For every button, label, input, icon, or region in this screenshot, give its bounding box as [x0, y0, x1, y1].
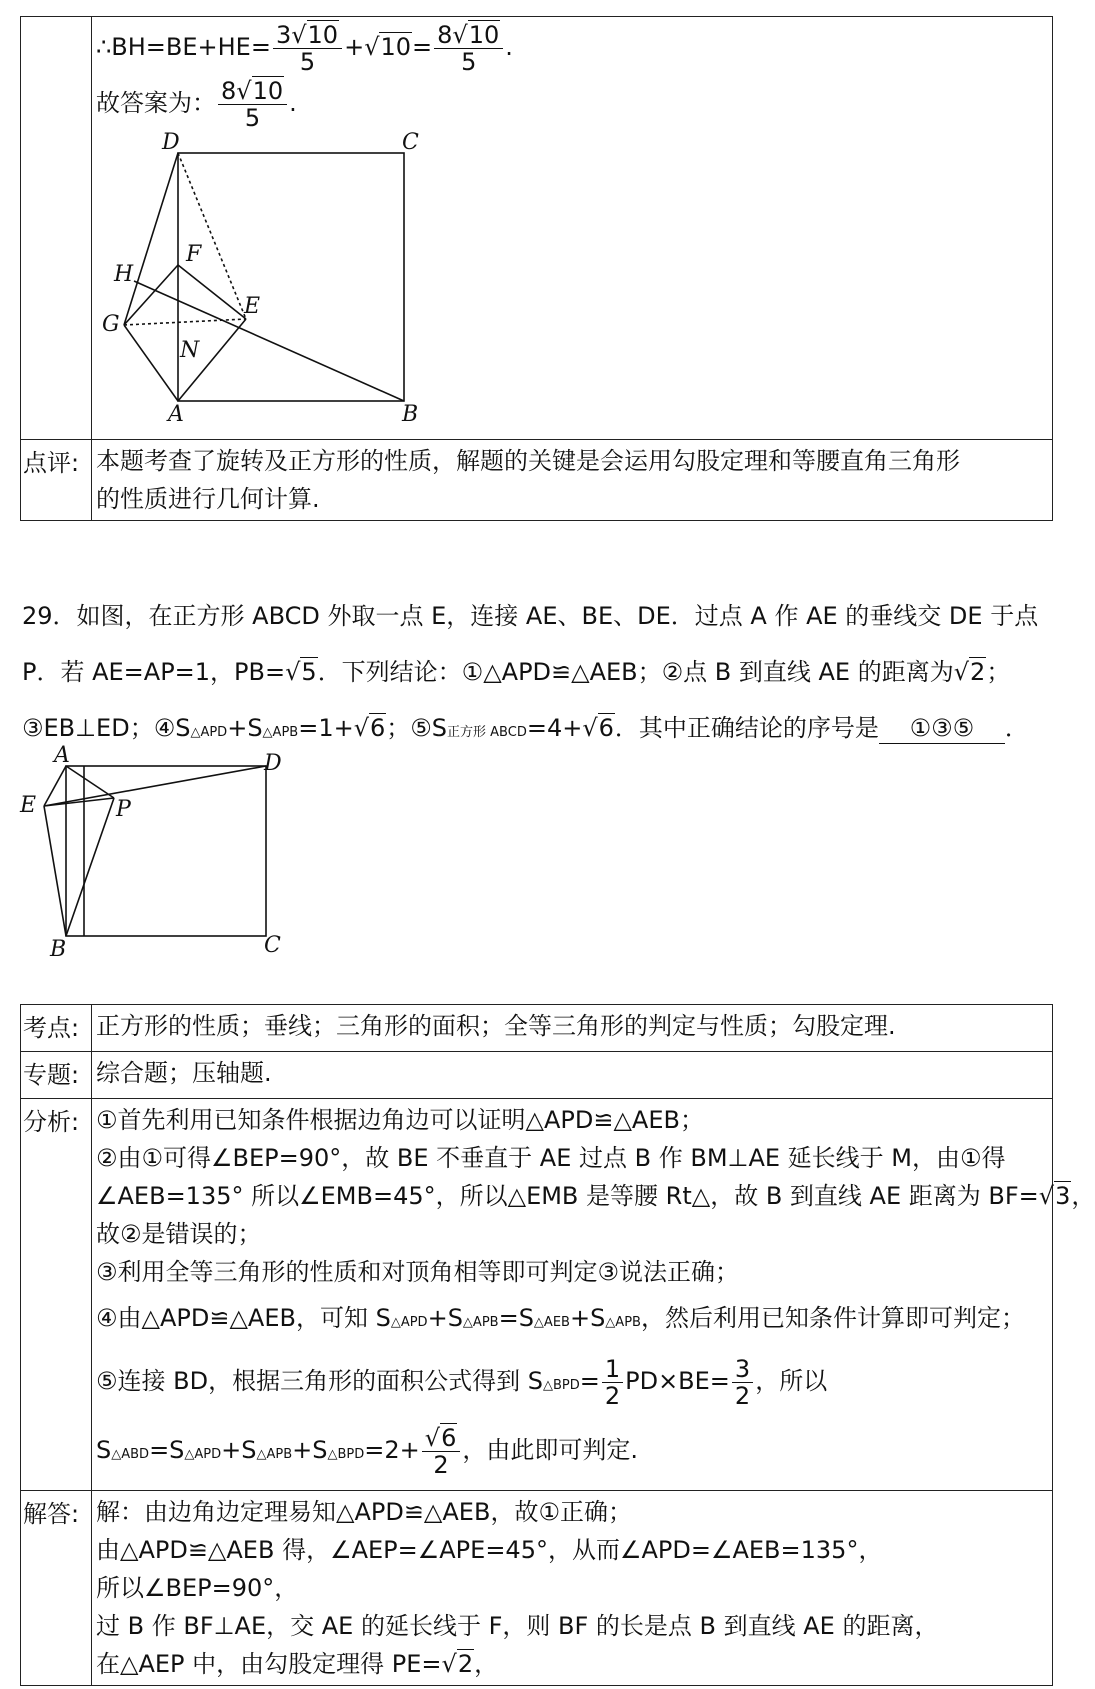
solution-label-cell — [21, 17, 92, 440]
jieda-content: 解：由边角边定理易知△APD≌△AEB，故①正确； 由△APD≌△AEB 得，∠AEP=∠APE=45°，从而∠APD=∠AEB=135°， 所以∠BEP=90°， 过 B 作 BF⊥AE，交 AE 的延长线于 F，则 BF 的长是点 B 到直线 AE 的距离， 在△AEP 中，由勾股定理得 PE=√2， — [92, 1491, 1053, 1686]
fenxi-content: ①首先利用已知条件根据边角边可以证明△APD≌△AEB； ②由①可得∠BEP=90°，故 BE 不垂直于 AE 过点 B 作 BM⊥AE 延长线于 M，由①得 ∠AEB=135° 所以∠EMB=45°，所以△EMB 是等腰 Rt△，故 B 到直线 AE 距离为 BF=√3， 故②是错误的； ③利用全等三角形的性质和对顶角相等即可判定③说法正确； ④由△APD≌△AEB，可知 S△APD+S△APB=S△AEB+S△APB，然后利用已知条件计算即可判定； ⑤连接 BD，根据三角形的面积公式得到 S△BPD= $\frac{1}{2}$ PD×BE= $\frac{3}{2}$ ，所以 S△ABD=S△APD+S△APB+S△BPD=2+ $\frac{√6}{2}$ ，由此即可判定. — [92, 1099, 1053, 1491]
fraction: $\frac{8√10}{5}$ — [218, 78, 287, 131]
answer-blank: ①③⑤ — [879, 713, 1005, 744]
geometry-figure-2 — [14, 743, 294, 966]
label-D: D — [264, 751, 282, 776]
label-A: A — [168, 402, 184, 427]
label-G: G — [102, 312, 120, 337]
label-E: E — [20, 793, 37, 818]
fraction: $\frac{3√10}{5}$ — [273, 22, 342, 75]
label-H: H — [114, 262, 134, 287]
label-C: C — [264, 933, 281, 958]
label-N: N — [180, 338, 200, 363]
problem-line-1: 29．如图，在正方形 ABCD 外取一点 E，连接 AE、BE、DE．过点 A 作 AE 的垂线交 DE 于点 — [22, 602, 1039, 630]
problem-line-2: P．若 AE=AP=1，PB=√5．下列结论：①△APD≌△AEB；②点 B 到直线 AE 的距离为√2； — [22, 658, 1011, 686]
review-content: 本题考查了旋转及正方形的性质，解题的关键是会运用勾股定理和等腰直角三角形 的性质进行几何计算. — [92, 440, 1053, 521]
label-B: B — [402, 402, 419, 427]
label-B: B — [50, 937, 67, 962]
fenxi-label: 分析: — [21, 1099, 92, 1491]
solution-content-cell — [92, 17, 1053, 440]
label-A: A — [54, 743, 70, 768]
kaodian-content: 正方形的性质；垂线；三角形的面积；全等三角形的判定与性质；勾股定理. — [92, 1005, 1053, 1052]
analysis-table — [20, 1004, 1095, 1686]
problem-29 — [22, 588, 1062, 761]
zhuanti-label: 专题: — [21, 1052, 92, 1099]
label-E: E — [244, 294, 261, 319]
label-F: F — [186, 242, 202, 267]
review-label: 点评: — [21, 440, 92, 521]
label-D: D — [162, 130, 180, 155]
zhuanti-content: 综合题；压轴题. — [92, 1052, 1053, 1099]
label-C: C — [402, 130, 419, 155]
solution-table — [20, 16, 1053, 521]
answer-line: 故答案为： $\frac{8√10}{5}$ . — [96, 76, 297, 132]
geometry-figure-1 — [96, 130, 456, 427]
problem-line-3: ③EB⊥ED；④S△APD+S△APB=1+√6；⑤S正方形 ABCD=4+√6．其中正确结论的序号是 ①③⑤ ． — [22, 714, 1029, 742]
bh-equation: ∴BH=BE+HE= $\frac{3√10}{5}$ +√10= $\frac{8√10}{5}$ . — [96, 20, 513, 76]
label-P: P — [116, 797, 131, 822]
jieda-label: 解答: — [21, 1491, 92, 1686]
kaodian-label: 考点: — [21, 1005, 92, 1052]
fraction: $\frac{8√10}{5}$ — [434, 22, 503, 75]
